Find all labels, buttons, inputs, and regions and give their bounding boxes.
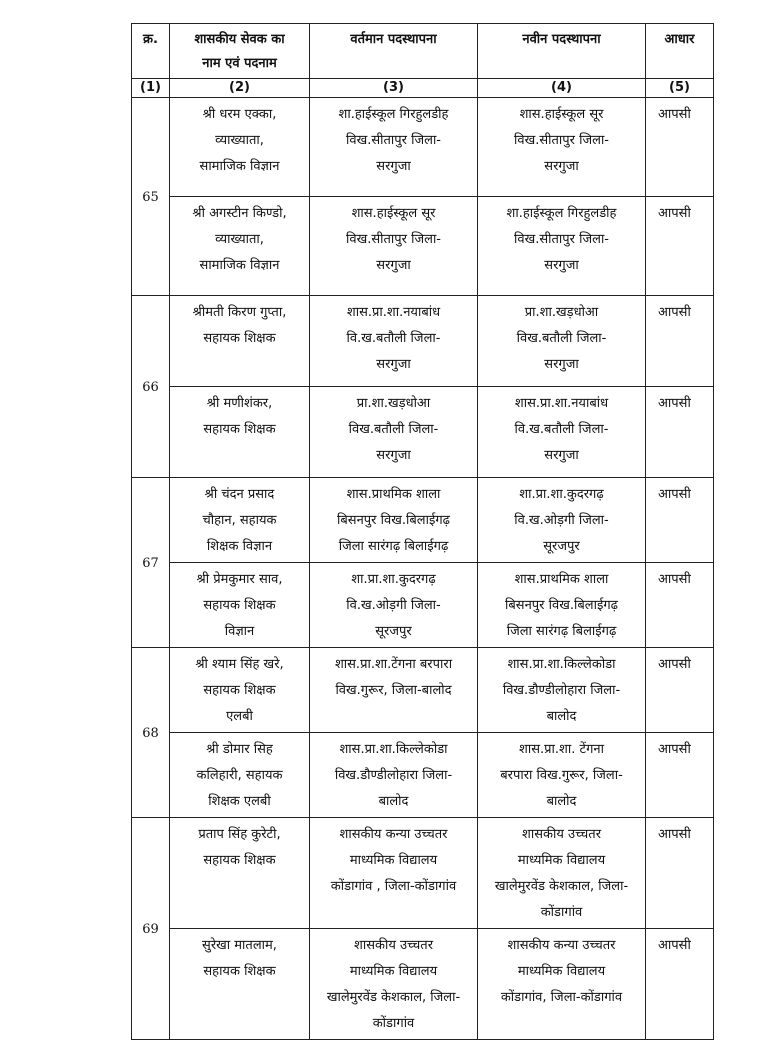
column-number: (2) bbox=[170, 79, 310, 98]
basis: आपसी bbox=[646, 478, 714, 563]
current-posting: शास.प्रा.शा.नयाबांध वि.ख.बतौली जिला- सरगुजा bbox=[310, 296, 478, 387]
table-row bbox=[132, 296, 714, 387]
header-row bbox=[132, 24, 714, 79]
basis: आपसी bbox=[646, 563, 714, 648]
transfer-table bbox=[131, 23, 714, 1040]
new-posting: शा.हाईस्कूल गिरहुलडीह विख.सीतापुर जिला- सरगुजा bbox=[478, 197, 646, 296]
header-sno: क्र. bbox=[132, 24, 170, 79]
current-posting: शा.प्रा.शा.कुदरगढ़ वि.ख.ओड़गी जिला- सूरजपुर bbox=[310, 563, 478, 648]
serial-number: 69 bbox=[132, 818, 170, 1040]
new-posting: शास.प्राथमिक शाला बिसनपुर विख.बिलाईगढ़ जिला सारंगढ़ बिलाईगढ़ bbox=[478, 563, 646, 648]
current-posting: शा.हाईस्कूल गिरहुलडीह विख.सीतापुर जिला- सरगुजा bbox=[310, 98, 478, 197]
employee-name: श्री चंदन प्रसाद चौहान, सहायक शिक्षक विज्ञान bbox=[170, 478, 310, 563]
basis: आपसी bbox=[646, 733, 714, 818]
employee-name: श्री मणीशंकर, सहायक शिक्षक bbox=[170, 387, 310, 478]
new-posting: प्रा.शा.खड़धोआ विख.बतौली जिला- सरगुजा bbox=[478, 296, 646, 387]
basis: आपसी bbox=[646, 98, 714, 197]
header-new-posting: नवीन पदस्थापना bbox=[478, 24, 646, 79]
basis: आपसी bbox=[646, 197, 714, 296]
table-row bbox=[132, 648, 714, 733]
employee-name: प्रताप सिंह कुरेटी, सहायक शिक्षक bbox=[170, 818, 310, 929]
header-current-posting: वर्तमान पदस्थापना bbox=[310, 24, 478, 79]
employee-name: श्री डोमार सिह कलिहारी, सहायक शिक्षक एलबी bbox=[170, 733, 310, 818]
current-posting: शासकीय उच्चतर माध्यमिक विद्यालय खालेमुरवेंड केशकाल, जिला- कोंडागांव bbox=[310, 929, 478, 1040]
table-row bbox=[132, 387, 714, 478]
new-posting: शास.प्रा.शा.किल्लेकोडा विख.डौण्डीलोहारा जिला- बालोद bbox=[478, 648, 646, 733]
current-posting: शास.प्राथमिक शाला बिसनपुर विख.बिलाईगढ़ जिला सारंगढ़ बिलाईगढ़ bbox=[310, 478, 478, 563]
basis: आपसी bbox=[646, 929, 714, 1040]
employee-name: श्री प्रेमकुमार साव, सहायक शिक्षक विज्ञान bbox=[170, 563, 310, 648]
current-posting: शास.हाईस्कूल सूर विख.सीतापुर जिला- सरगुजा bbox=[310, 197, 478, 296]
new-posting: शासकीय उच्चतर माध्यमिक विद्यालय खालेमुरवेंड केशकाल, जिला- कोंडागांव bbox=[478, 818, 646, 929]
employee-name: श्री धरम एक्का, व्याख्याता, सामाजिक विज्ञान bbox=[170, 98, 310, 197]
column-number: (3) bbox=[310, 79, 478, 98]
table-row bbox=[132, 478, 714, 563]
basis: आपसी bbox=[646, 818, 714, 929]
current-posting: शासकीय कन्या उच्चतर माध्यमिक विद्यालय कोंडागांव , जिला-कोंडागांव bbox=[310, 818, 478, 929]
table-row bbox=[132, 818, 714, 929]
new-posting: शासकीय कन्या उच्चतर माध्यमिक विद्यालय कोंडागांव, जिला-कोंडागांव bbox=[478, 929, 646, 1040]
column-number-row bbox=[132, 79, 714, 98]
table-row bbox=[132, 197, 714, 296]
new-posting: शास.हाईस्कूल सूर विख.सीतापुर जिला- सरगुजा bbox=[478, 98, 646, 197]
employee-name: श्री श्याम सिंह खरे, सहायक शिक्षक एलबी bbox=[170, 648, 310, 733]
header-name: शासकीय सेवक का नाम एवं पदनाम bbox=[170, 24, 310, 79]
table-row bbox=[132, 98, 714, 197]
new-posting: शास.प्रा.शा.नयाबांध वि.ख.बतौली जिला- सरगुजा bbox=[478, 387, 646, 478]
current-posting: प्रा.शा.खड़धोआ विख.बतौली जिला- सरगुजा bbox=[310, 387, 478, 478]
column-number: (4) bbox=[478, 79, 646, 98]
table-row bbox=[132, 929, 714, 1040]
serial-number: 67 bbox=[132, 478, 170, 648]
employee-name: श्रीमती किरण गुप्ता, सहायक शिक्षक bbox=[170, 296, 310, 387]
table-row bbox=[132, 733, 714, 818]
new-posting: शा.प्रा.शा.कुदरगढ़ वि.ख.ओड़गी जिला- सूरजपुर bbox=[478, 478, 646, 563]
serial-number: 66 bbox=[132, 296, 170, 478]
column-number: (1) bbox=[132, 79, 170, 98]
basis: आपसी bbox=[646, 648, 714, 733]
basis: आपसी bbox=[646, 296, 714, 387]
employee-name: सुरेखा मातलाम, सहायक शिक्षक bbox=[170, 929, 310, 1040]
serial-number: 65 bbox=[132, 98, 170, 296]
new-posting: शास.प्रा.शा. टेंगना बरपारा विख.गुरूर, जिला- बालोद bbox=[478, 733, 646, 818]
current-posting: शास.प्रा.शा.किल्लेकोडा विख.डौण्डीलोहारा जिला- बालोद bbox=[310, 733, 478, 818]
basis: आपसी bbox=[646, 387, 714, 478]
current-posting: शास.प्रा.शा.टेंगना बरपारा विख.गुरूर, जिला-बालोद bbox=[310, 648, 478, 733]
column-number: (5) bbox=[646, 79, 714, 98]
employee-name: श्री अगस्टीन किण्डो, व्याख्याता, सामाजिक विज्ञान bbox=[170, 197, 310, 296]
header-basis: आधार bbox=[646, 24, 714, 79]
serial-number: 68 bbox=[132, 648, 170, 818]
table-row bbox=[132, 563, 714, 648]
